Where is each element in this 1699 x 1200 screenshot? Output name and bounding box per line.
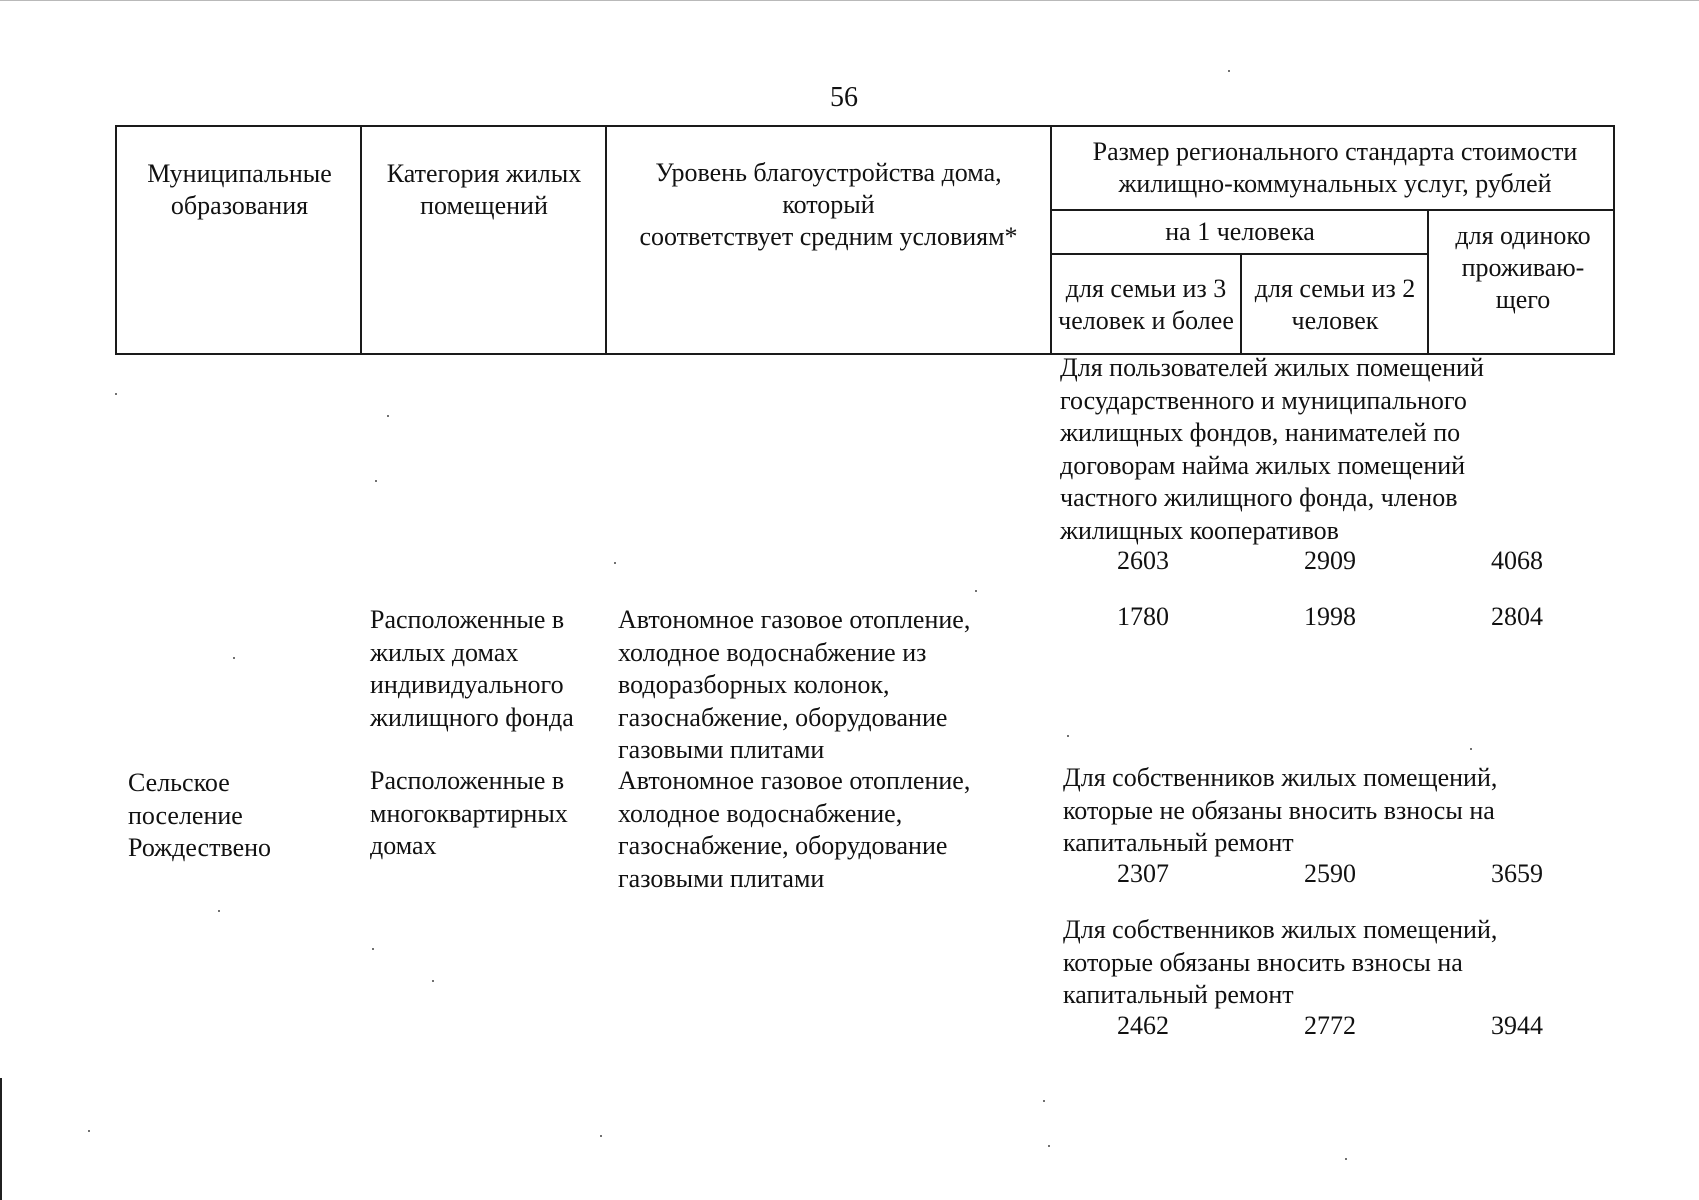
individual-family2-value: 1998 <box>1304 602 1356 631</box>
scan-speck <box>88 1130 90 1132</box>
individual-family3-value: 1780 <box>1117 602 1169 631</box>
column-divider <box>360 127 362 353</box>
scan-edge-left <box>0 1078 2 1200</box>
scan-speck <box>1470 748 1472 750</box>
header-category: Категория жилых помещений <box>386 159 582 220</box>
scan-speck <box>600 1135 602 1137</box>
scan-speck <box>1067 735 1069 737</box>
tenants-family3-value: 2603 <box>1117 546 1169 575</box>
owners-fee-family2-value: 2772 <box>1304 1011 1356 1040</box>
scan-speck <box>233 657 235 659</box>
header-single: для одиноко проживаю-щего <box>1455 221 1591 314</box>
apartment-level: Автономное газовое отопление, холодное водоснабжение, газоснабжение, оборудование газовыми плитами <box>618 766 971 893</box>
scan-speck <box>614 562 616 564</box>
tenants-single-value: 4068 <box>1491 546 1543 575</box>
scan-edge-top <box>0 0 1699 1</box>
scan-speck <box>375 480 377 482</box>
owners-no-fee-family2-value: 2590 <box>1304 859 1356 888</box>
individual-category: Расположенные в жилых домах индивидуального жилищного фонда <box>370 605 574 732</box>
column-divider <box>1240 253 1242 353</box>
individual-single-value: 2804 <box>1491 602 1543 631</box>
row-divider <box>1050 253 1427 255</box>
table-header <box>115 125 1615 355</box>
scan-speck <box>115 393 117 395</box>
owners-fee-single-value: 3944 <box>1491 1011 1543 1040</box>
apartment-category: Расположенные в многоквартирных домах <box>370 766 568 860</box>
column-divider <box>605 127 607 353</box>
header-level: Уровень благоустройства дома, который соответствует средним условиям* <box>639 158 1018 251</box>
scan-speck <box>1228 70 1230 72</box>
owners-fee-note: Для собственников жилых помещений, которые обязаны вносить взносы на капитальный ремонт <box>1063 915 1498 1009</box>
municipality-name: Сельское поселение Рождествено <box>128 768 272 862</box>
scan-speck <box>218 910 220 912</box>
column-divider <box>1427 209 1429 353</box>
header-family-3: для семьи из 3 человек и более <box>1058 274 1234 335</box>
scan-speck <box>432 980 434 982</box>
owners-fee-family3-value: 2462 <box>1117 1011 1169 1040</box>
scan-speck <box>1048 1145 1050 1147</box>
scan-speck <box>1043 1100 1045 1102</box>
owners-no-fee-family3-value: 2307 <box>1117 859 1169 888</box>
row-divider <box>1050 209 1615 211</box>
scan-speck <box>387 415 389 417</box>
header-per-person: на 1 человека <box>1165 217 1315 246</box>
header-municipalities: Муниципальные образования <box>147 159 332 220</box>
column-divider <box>1050 127 1052 353</box>
tenants-family2-value: 2909 <box>1304 546 1356 575</box>
scan-speck <box>1345 1158 1347 1160</box>
scan-speck <box>372 948 374 950</box>
owners-no-fee-single-value: 3659 <box>1491 859 1543 888</box>
tenants-note: Для пользователей жилых помещений государственного и муниципального жилищных фондов, нанимателей по договорам найма жилых помещений частного жилищного фонда, членов жилищных кооперативов <box>1060 353 1484 545</box>
scan-speck <box>975 590 977 592</box>
page-number: 56 <box>830 82 858 113</box>
header-standard: Размер регионального стандарта стоимости жилищно-коммунальных услуг, рублей <box>1092 137 1578 198</box>
header-family-2: для семьи из 2 человек <box>1254 274 1416 335</box>
owners-no-fee-note: Для собственников жилых помещений, которые не обязаны вносить взносы на капитальный ремонт <box>1063 763 1498 857</box>
individual-level: Автономное газовое отопление, холодное водоснабжение из водоразборных колонок, газоснабжение, оборудование газовыми плитами <box>618 605 971 764</box>
